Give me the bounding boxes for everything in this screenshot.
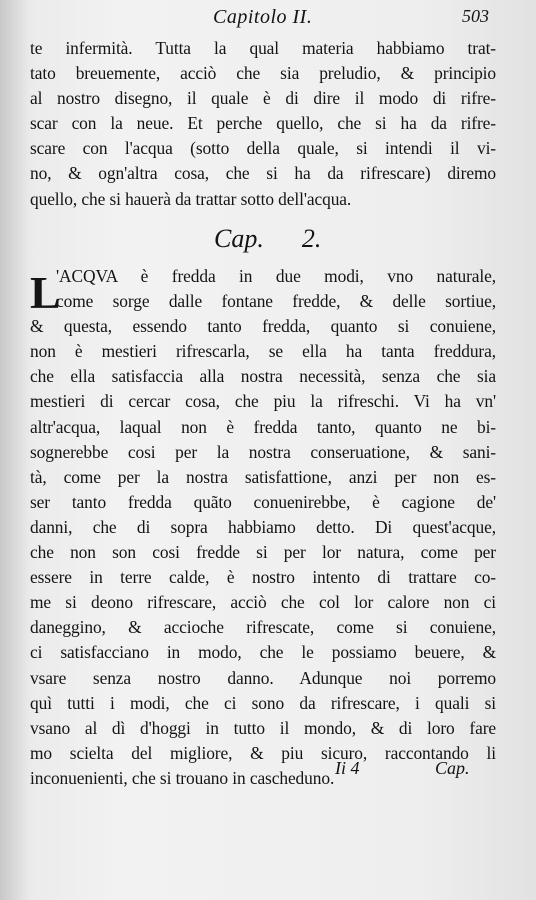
text-line: & questa, essendo tanto fredda, quanto si conuiene, <box>30 316 496 337</box>
text-line: essere in terre calde, è nostro intento di trattare co- <box>30 567 496 588</box>
text-line: mestieri di cercar cosa, che piu la rifreschi. Vi ha vn' <box>30 391 496 412</box>
text-line: al nostro disegno, il quale è di dire il modo di rifre- <box>30 88 496 109</box>
text-line: vsano al dì d'hoggi in tutto il mondo, & di loro fare <box>30 717 496 738</box>
text-line: ci satisfacciano in modo, che le possiamo beuere, & <box>30 642 496 663</box>
page-header <box>0 6 536 30</box>
chapter-label: Cap. <box>214 224 264 253</box>
text-line: che non son cosi fredde si per lor natura, come per <box>30 542 496 563</box>
chapter-heading <box>214 224 321 254</box>
text-line: scare con l'acqua (sotto della quale, si intendi il vi- <box>30 138 496 159</box>
text-line: mo scielta del migliore, & piu sicuro, raccontando li <box>30 742 496 763</box>
page-number: 503 <box>462 6 489 26</box>
signature-mark: Ii 4 <box>335 758 360 778</box>
page-footer <box>0 758 536 788</box>
text-line: scar con la neue. Et perche quello, che si ha da rifre- <box>30 113 496 134</box>
text-line: daneggino, & accioche rifrescate, come si conuiene, <box>30 617 496 638</box>
text-line: quello, che si hauerà da trattar sotto dell'acqua. <box>30 188 352 209</box>
text-line: te infermità. Tutta la qual materia habbiamo trat- <box>30 38 496 58</box>
text-line: 'ACQVA è fredda in due modi, vno naturale, <box>56 266 496 286</box>
text-line: danni, che di sopra habbiamo detto. Di quest'acque, <box>30 516 496 537</box>
drop-capital: L <box>30 267 61 318</box>
catchword: Cap. <box>435 758 470 778</box>
text-line: vsare senza nostro danno. Adunque noi porremo <box>30 667 496 688</box>
chapter-number: 2. <box>301 224 322 253</box>
text-line: me si deono rifrescare, acciò che col lor calore non ci <box>30 592 496 613</box>
paragraph-chapter-body <box>30 264 496 791</box>
paragraph-intro <box>30 36 496 212</box>
running-title: Capitolo II. <box>213 6 313 28</box>
text-line: ser tanto fredda quãto conuenirebbe, è cagione de' <box>30 491 496 512</box>
text-line: sognerebbe cosi per la nostra conseruatione, & sani- <box>30 441 496 462</box>
text-line: inconuenienti, che si trouano in cascheduno. <box>30 767 335 788</box>
text-line: altr'acqua, laqual non è fredda tanto, quanto ne bi- <box>30 416 496 437</box>
text-line: come sorge dalle fontane fredde, & delle sortiue, <box>56 291 496 312</box>
text-line: che ella satisfaccia alla nostra necessità, senza che sia <box>30 366 496 387</box>
text-line: no, & ogn'altra cosa, che si ha da rifrescare) diremo <box>30 163 496 184</box>
text-line: tà, come per la nostra satisfattione, anzi per non es- <box>30 466 496 487</box>
text-line: tato breuemente, acciò che sia preludio, & principio <box>30 63 496 84</box>
text-line: quì tutti i modi, che ci sono da rifrescare, i quali si <box>30 692 496 713</box>
text-line: non è mestieri rifrescarla, se ella ha tanta freddura, <box>30 341 496 362</box>
